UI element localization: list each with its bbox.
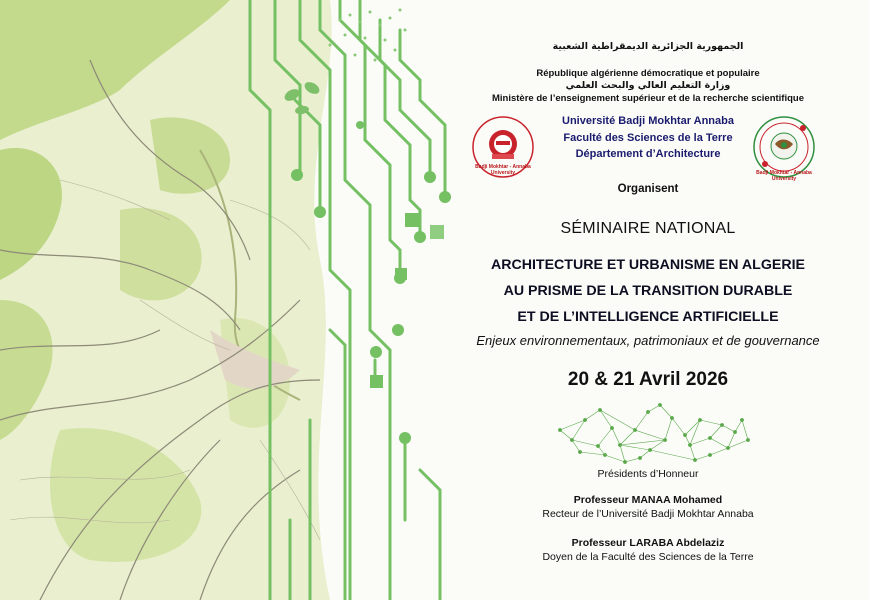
president-1-name: Professeur MANAA Mohamed	[573, 494, 723, 506]
honor-heading: Présidents d’Honneur	[597, 468, 699, 480]
title-line-1: ARCHITECTURE ET URBANISME EN ALGERIE	[491, 257, 805, 273]
arabic-republic: الجمهورية الجزائرية الديمقراطية الشعبية	[552, 41, 744, 52]
title-line-3: ET DE L’INTELLIGENCE ARTIFICIELLE	[517, 309, 779, 325]
president-1-role: Recteur de l’Université Badji Mokhtar Annaba	[542, 508, 754, 520]
republic-french: République algérienne démocratique et populaire	[536, 68, 760, 79]
organize-label: Organisent	[617, 183, 679, 195]
event-type: SÉMINAIRE NATIONAL	[560, 220, 736, 237]
left-logo-caption: Badji Mokhtar - Annaba University	[475, 164, 531, 176]
right-logo-caption: Badji Mokhtar - Annaba University	[756, 170, 812, 182]
department-name: Département d’Architecture	[575, 148, 721, 160]
title-line-2: AU PRISME DE LA TRANSITION DURABLE	[503, 283, 793, 299]
faculty-name: Faculté des Sciences de la Terre	[563, 132, 733, 144]
ministry-french: Ministère de l’enseignement supérieur et de la recherche scientifique	[491, 93, 805, 104]
president-2-name: Professeur LARABA Abdelaziz	[571, 537, 725, 549]
university-name: Université Badji Mokhtar Annaba	[562, 115, 734, 127]
event-date: 20 & 21 Avril 2026	[567, 369, 729, 390]
president-2-role: Doyen de la Faculté des Sciences de la Terre	[542, 551, 754, 563]
arabic-ministry: وزارة التعليم العالي والبحث العلمي	[565, 80, 731, 91]
subtitle: Enjeux environnementaux, patrimoniaux et de gouvernance	[476, 333, 820, 348]
